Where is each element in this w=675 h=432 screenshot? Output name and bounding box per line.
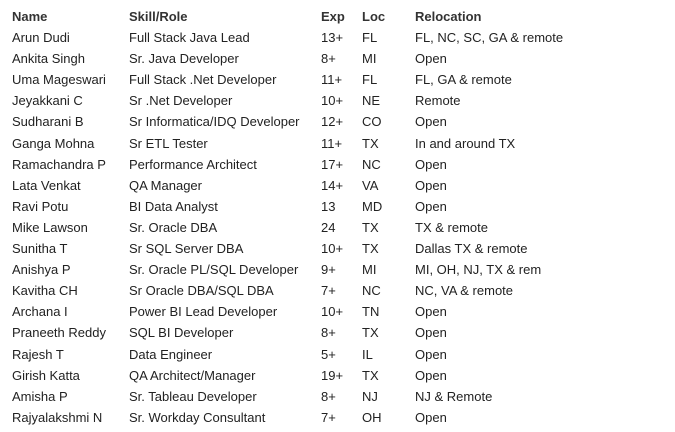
cell-skill-role: Sr Informatica/IDQ Developer bbox=[129, 114, 300, 130]
cell-relocation: Open bbox=[415, 367, 447, 383]
cell-exp: 7+ bbox=[321, 409, 336, 425]
cell-exp: 11+ bbox=[321, 135, 343, 151]
cell-name: Arun Dudi bbox=[12, 30, 70, 45]
cell-relocation: NC, VA & remote bbox=[415, 283, 514, 299]
cell-relocation: Open bbox=[415, 346, 447, 362]
cell-exp: 8+ bbox=[321, 51, 336, 67]
cell-skill-role: Sr. Oracle PL/SQL Developer bbox=[129, 262, 299, 278]
table-row bbox=[0, 48, 675, 69]
cell-name: Ankita Singh bbox=[12, 51, 85, 67]
cell-relocation: Dallas TX & remote bbox=[415, 241, 528, 256]
table-row bbox=[0, 365, 675, 386]
table-row bbox=[0, 90, 675, 111]
cell-skill-role: Sr. Java Developer bbox=[129, 51, 239, 67]
cell-relocation: Open bbox=[415, 156, 447, 172]
cell-skill-role: Sr SQL Server DBA bbox=[129, 241, 244, 256]
cell-loc: TN bbox=[362, 304, 380, 320]
cell-skill-role: Sr. Workday Consultant bbox=[129, 409, 266, 425]
cell-name: Praneeth Reddy bbox=[12, 325, 106, 341]
cell-relocation: FL, GA & remote bbox=[415, 72, 512, 88]
table-row bbox=[0, 322, 675, 343]
cell-name: Uma Mageswari bbox=[12, 72, 106, 88]
cell-exp: 5+ bbox=[321, 346, 336, 362]
cell-exp: 13 bbox=[321, 198, 336, 214]
cell-exp: 24 bbox=[321, 219, 336, 235]
cell-skill-role: Power BI Lead Developer bbox=[129, 304, 278, 320]
cell-skill-role: Sr Oracle DBA/SQL DBA bbox=[129, 283, 274, 299]
header-relocation: Relocation bbox=[415, 9, 482, 24]
cell-loc: MI bbox=[362, 51, 377, 67]
cell-relocation: Open bbox=[415, 304, 447, 320]
cell-name: Archana I bbox=[12, 304, 68, 320]
table-row bbox=[0, 386, 675, 407]
table-row bbox=[0, 259, 675, 280]
cell-loc: OH bbox=[362, 409, 382, 425]
cell-relocation: FL, NC, SC, GA & remote bbox=[415, 30, 564, 45]
cell-name: Ravi Potu bbox=[12, 198, 69, 214]
cell-name: Ramachandra P bbox=[12, 156, 106, 172]
cell-exp: 7+ bbox=[321, 283, 336, 299]
cell-exp: 10+ bbox=[321, 241, 344, 256]
cell-name: Amisha P bbox=[12, 388, 68, 404]
cell-name: Ganga Mohna bbox=[12, 135, 95, 151]
cell-relocation: Open bbox=[415, 198, 447, 214]
table-row bbox=[0, 69, 675, 90]
cell-name: Mike Lawson bbox=[12, 219, 88, 235]
cell-name: Kavitha CH bbox=[12, 283, 78, 299]
cell-exp: 12+ bbox=[321, 114, 344, 130]
cell-exp: 13+ bbox=[321, 30, 344, 45]
table-row bbox=[0, 133, 675, 154]
cell-loc: TX bbox=[362, 367, 379, 383]
cell-loc: TX bbox=[362, 325, 379, 341]
table-row bbox=[0, 344, 675, 365]
cell-loc: MD bbox=[362, 198, 383, 214]
cell-name: Sudharani B bbox=[12, 114, 84, 130]
cell-loc: NJ bbox=[362, 388, 378, 404]
cell-name: Anishya P bbox=[12, 262, 71, 278]
cell-relocation: Open bbox=[415, 114, 447, 130]
table-row bbox=[0, 280, 675, 301]
table-row bbox=[0, 27, 675, 48]
cell-skill-role: QA Manager bbox=[129, 177, 202, 193]
cell-loc: TX bbox=[362, 241, 379, 256]
cell-name: Rajyalakshmi N bbox=[12, 409, 103, 425]
cell-loc: MI bbox=[362, 262, 377, 278]
cell-skill-role: Sr. Oracle DBA bbox=[129, 219, 218, 235]
cell-relocation: TX & remote bbox=[415, 219, 488, 235]
table-row bbox=[0, 196, 675, 217]
table-row bbox=[0, 154, 675, 175]
table-row bbox=[0, 175, 675, 196]
cell-loc: FL bbox=[362, 72, 378, 88]
cell-loc: TX bbox=[362, 135, 379, 151]
cell-skill-role: BI Data Analyst bbox=[129, 198, 218, 214]
cell-relocation: Open bbox=[415, 409, 447, 425]
cell-name: Girish Katta bbox=[12, 367, 80, 383]
cell-exp: 11+ bbox=[321, 72, 343, 88]
header-name: Name bbox=[12, 9, 48, 24]
cell-skill-role: Performance Architect bbox=[129, 156, 257, 172]
cell-loc: NC bbox=[362, 156, 381, 172]
cell-skill-role: Sr ETL Tester bbox=[129, 135, 208, 151]
cell-skill-role: Sr .Net Developer bbox=[129, 93, 233, 109]
cell-exp: 10+ bbox=[321, 93, 344, 109]
table-row bbox=[0, 407, 675, 428]
cell-relocation: In and around TX bbox=[415, 135, 516, 151]
cell-loc: IL bbox=[362, 346, 373, 362]
table-header bbox=[0, 6, 675, 27]
cell-loc: NE bbox=[362, 93, 381, 109]
cell-skill-role: QA Architect/Manager bbox=[129, 367, 256, 383]
cell-skill-role: SQL BI Developer bbox=[129, 325, 234, 341]
table-row bbox=[0, 238, 675, 259]
cell-loc: NC bbox=[362, 283, 381, 299]
cell-exp: 9+ bbox=[321, 262, 336, 278]
header-exp: Exp bbox=[321, 9, 345, 24]
cell-exp: 14+ bbox=[321, 177, 344, 193]
cell-exp: 17+ bbox=[321, 156, 344, 172]
cell-loc: VA bbox=[362, 177, 379, 193]
cell-name: Jeyakkani C bbox=[12, 93, 83, 109]
table-row bbox=[0, 217, 675, 238]
cell-loc: TX bbox=[362, 219, 379, 235]
table-row bbox=[0, 301, 675, 322]
cell-name: Sunitha T bbox=[12, 241, 68, 256]
cell-skill-role: Full Stack .Net Developer bbox=[129, 72, 277, 88]
cell-loc: FL bbox=[362, 30, 378, 45]
header-loc: Loc bbox=[362, 9, 386, 24]
cell-relocation: MI, OH, NJ, TX & rem bbox=[415, 262, 542, 278]
cell-skill-role: Full Stack Java Lead bbox=[129, 30, 250, 45]
header-skill-role: Skill/Role bbox=[129, 9, 188, 24]
cell-exp: 19+ bbox=[321, 367, 344, 383]
cell-exp: 8+ bbox=[321, 388, 336, 404]
cell-relocation: Open bbox=[415, 51, 447, 67]
cell-name: Rajesh T bbox=[12, 346, 64, 362]
cell-loc: CO bbox=[362, 114, 382, 130]
cell-exp: 8+ bbox=[321, 325, 336, 341]
cell-relocation: Remote bbox=[415, 93, 461, 109]
cell-relocation: Open bbox=[415, 177, 447, 193]
cell-relocation: NJ & Remote bbox=[415, 388, 493, 404]
cell-skill-role: Sr. Tableau Developer bbox=[129, 388, 257, 404]
cell-exp: 10+ bbox=[321, 304, 344, 320]
cell-name: Lata Venkat bbox=[12, 177, 81, 193]
table-row bbox=[0, 111, 675, 132]
cell-skill-role: Data Engineer bbox=[129, 346, 213, 362]
cell-relocation: Open bbox=[415, 325, 447, 341]
